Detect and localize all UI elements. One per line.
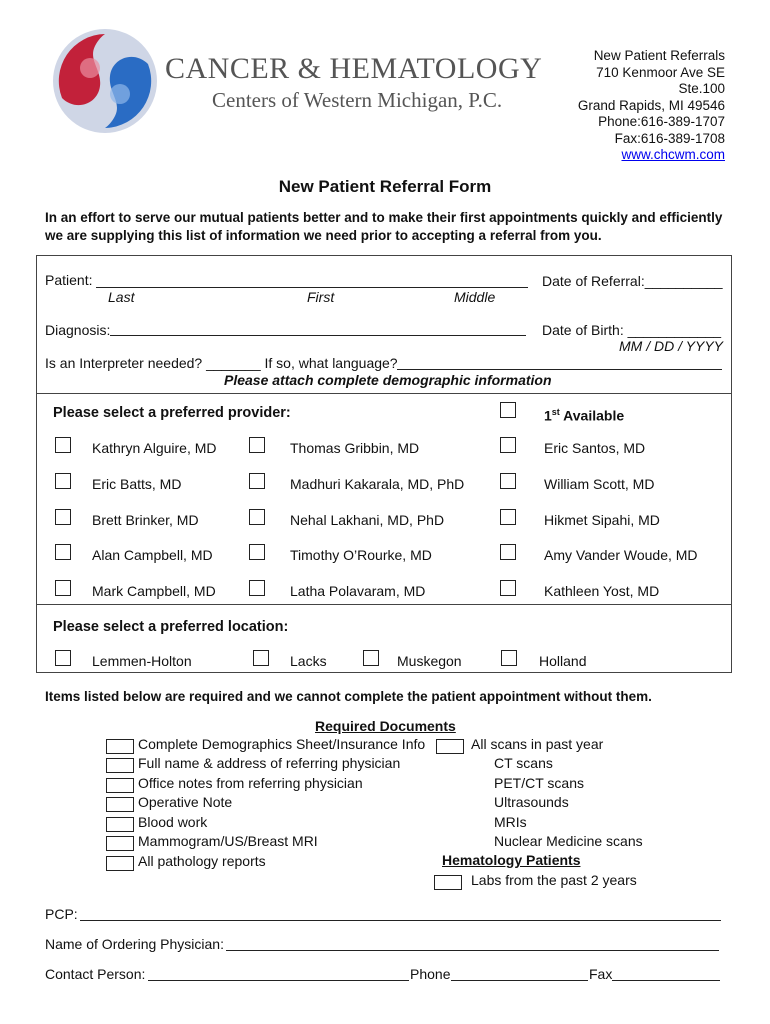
first-available-checkbox[interactable] [500,402,516,418]
provider-name: Eric Santos, MD [544,440,646,456]
first-name-label: First [307,289,335,305]
middle-name-label: Middle [454,289,496,305]
address-line: New Patient Referrals [593,48,725,63]
form-box [36,255,732,673]
pcp-label: PCP: [45,906,78,922]
logo-icon [50,26,160,136]
attach-note: Please attach complete demographic information [224,372,552,388]
divider [37,604,731,605]
provider-name: Madhuri Kakarala, MD, PhD [290,476,465,492]
provider-name: Kathleen Yost, MD [544,583,660,599]
location-option: Muskegon [397,653,462,669]
ordering-physician-field[interactable] [226,950,719,951]
provider-checkbox[interactable] [500,509,516,525]
org-subtitle: Centers of Western Michigan, P.C. [212,88,503,112]
location-option: Lacks [290,653,327,669]
provider-name: Eric Batts, MD [92,476,182,492]
phone-label: Phone [410,966,451,982]
fax-field[interactable] [612,980,720,981]
scan-item: Ultrasounds [494,794,569,810]
provider-checkbox[interactable] [55,509,71,525]
scan-item: CT scans [494,755,553,771]
location-option: Holland [539,653,587,669]
hematology-item: Labs from the past 2 years [471,872,637,888]
doc-item: Operative Note [138,794,233,810]
provider-checkbox[interactable] [500,544,516,560]
provider-heading: Please select a preferred provider: [53,405,291,421]
location-checkbox[interactable] [55,650,71,666]
phone-field[interactable] [451,980,588,981]
provider-checkbox[interactable] [55,437,71,453]
provider-checkbox[interactable] [249,509,265,525]
date-of-referral-field[interactable]: Date of Referral:__________ [542,273,723,289]
provider-name: Alan Campbell, MD [92,547,213,563]
phone-line: Phone:616-389-1707 [598,114,725,129]
required-docs-heading: Required Documents [315,718,456,734]
address-line: 710 Kenmoor Ave SE [596,64,725,80]
location-checkbox[interactable] [253,650,269,666]
provider-checkbox[interactable] [249,544,265,560]
provider-name: Brett Brinker, MD [92,512,199,528]
provider-name: Mark Campbell, MD [92,583,216,599]
scan-item: MRIs [494,814,527,830]
location-checkbox[interactable] [501,650,517,666]
doc-checkbox[interactable] [106,778,134,793]
provider-name: Kathryn Alguire, MD [92,440,217,456]
hematology-heading: Hematology Patients [442,852,581,868]
scans-heading: All scans in past year [471,736,604,752]
form-title: New Patient Referral Form [278,177,492,196]
divider [37,393,731,394]
provider-name: Thomas Gribbin, MD [290,440,420,456]
provider-checkbox[interactable] [500,580,516,596]
dob-format-hint: MM / DD / YYYY [619,338,723,354]
provider-checkbox[interactable] [249,437,265,453]
scans-checkbox[interactable] [436,739,464,754]
language-field[interactable] [397,369,722,370]
pcp-field[interactable] [80,920,721,921]
provider-checkbox[interactable] [55,544,71,560]
provider-name: Amy Vander Woude, MD [544,547,698,563]
provider-checkbox[interactable] [500,437,516,453]
provider-checkbox[interactable] [55,580,71,596]
fax-label: Fax [589,966,613,982]
location-heading: Please select a preferred location: [53,619,289,635]
address-line: Grand Rapids, MI 49546 [577,97,725,113]
provider-name: William Scott, MD [544,476,655,492]
doc-checkbox[interactable] [106,739,134,754]
website-link[interactable]: www.chcwm.com [621,147,725,162]
patient-label: Patient: [45,272,93,288]
scan-item: PET/CT scans [494,775,584,791]
contact-person-field[interactable] [148,980,409,981]
address-block [578,48,725,164]
provider-name: Timothy O’Rourke, MD [290,547,432,563]
scan-item: Nuclear Medicine scans [494,833,643,849]
doc-item: Office notes from referring physician [138,775,363,791]
provider-name: Nehal Lakhani, MD, PhD [290,512,445,528]
date-of-birth-field[interactable]: Date of Birth: ____________ [542,322,722,338]
provider-name: Hikmet Sipahi, MD [544,512,660,528]
doc-item: Complete Demographics Sheet/Insurance Info [138,736,426,752]
provider-checkbox[interactable] [55,473,71,489]
doc-checkbox[interactable] [106,758,134,773]
intro-text: In an effort to serve our mutual patients better and to make their first appointments quickly and efficiently we are supplying this list of information we need prior to accepting a referral from you. [45,210,723,243]
location-option: Lemmen-Holton [92,653,192,669]
doc-checkbox[interactable] [106,836,134,851]
diagnosis-label: Diagnosis: [45,322,111,338]
provider-checkbox[interactable] [249,580,265,596]
provider-name: Latha Polavaram, MD [290,583,426,599]
address-line: Ste.100 [678,81,725,96]
doc-item: Mammogram/US/Breast MRI [138,833,318,849]
provider-checkbox[interactable] [500,473,516,489]
last-name-label: Last [108,289,135,305]
doc-checkbox[interactable] [106,856,134,871]
provider-checkbox[interactable] [249,473,265,489]
patient-name-field[interactable] [96,287,528,288]
doc-item: All pathology reports [138,853,266,869]
location-checkbox[interactable] [363,650,379,666]
diagnosis-field[interactable] [110,335,526,336]
interpreter-question: Is an Interpreter needed? _______ If so, what language? [45,355,398,371]
doc-checkbox[interactable] [106,817,134,832]
contact-person-label: Contact Person: [45,966,146,982]
fax-line: Fax:616-389-1708 [614,130,725,146]
hematology-checkbox[interactable] [434,875,462,890]
doc-item: Blood work [138,814,208,830]
ordering-physician-label: Name of Ordering Physician: [45,936,224,952]
doc-checkbox[interactable] [106,797,134,812]
org-name: CANCER & HEMATOLOGY [165,52,543,85]
required-notice: Items listed below are required and we cannot complete the patient appointment without them. [45,689,652,704]
first-available-label: 1st Available [544,407,625,424]
doc-item: Full name & address of referring physician [138,755,401,771]
